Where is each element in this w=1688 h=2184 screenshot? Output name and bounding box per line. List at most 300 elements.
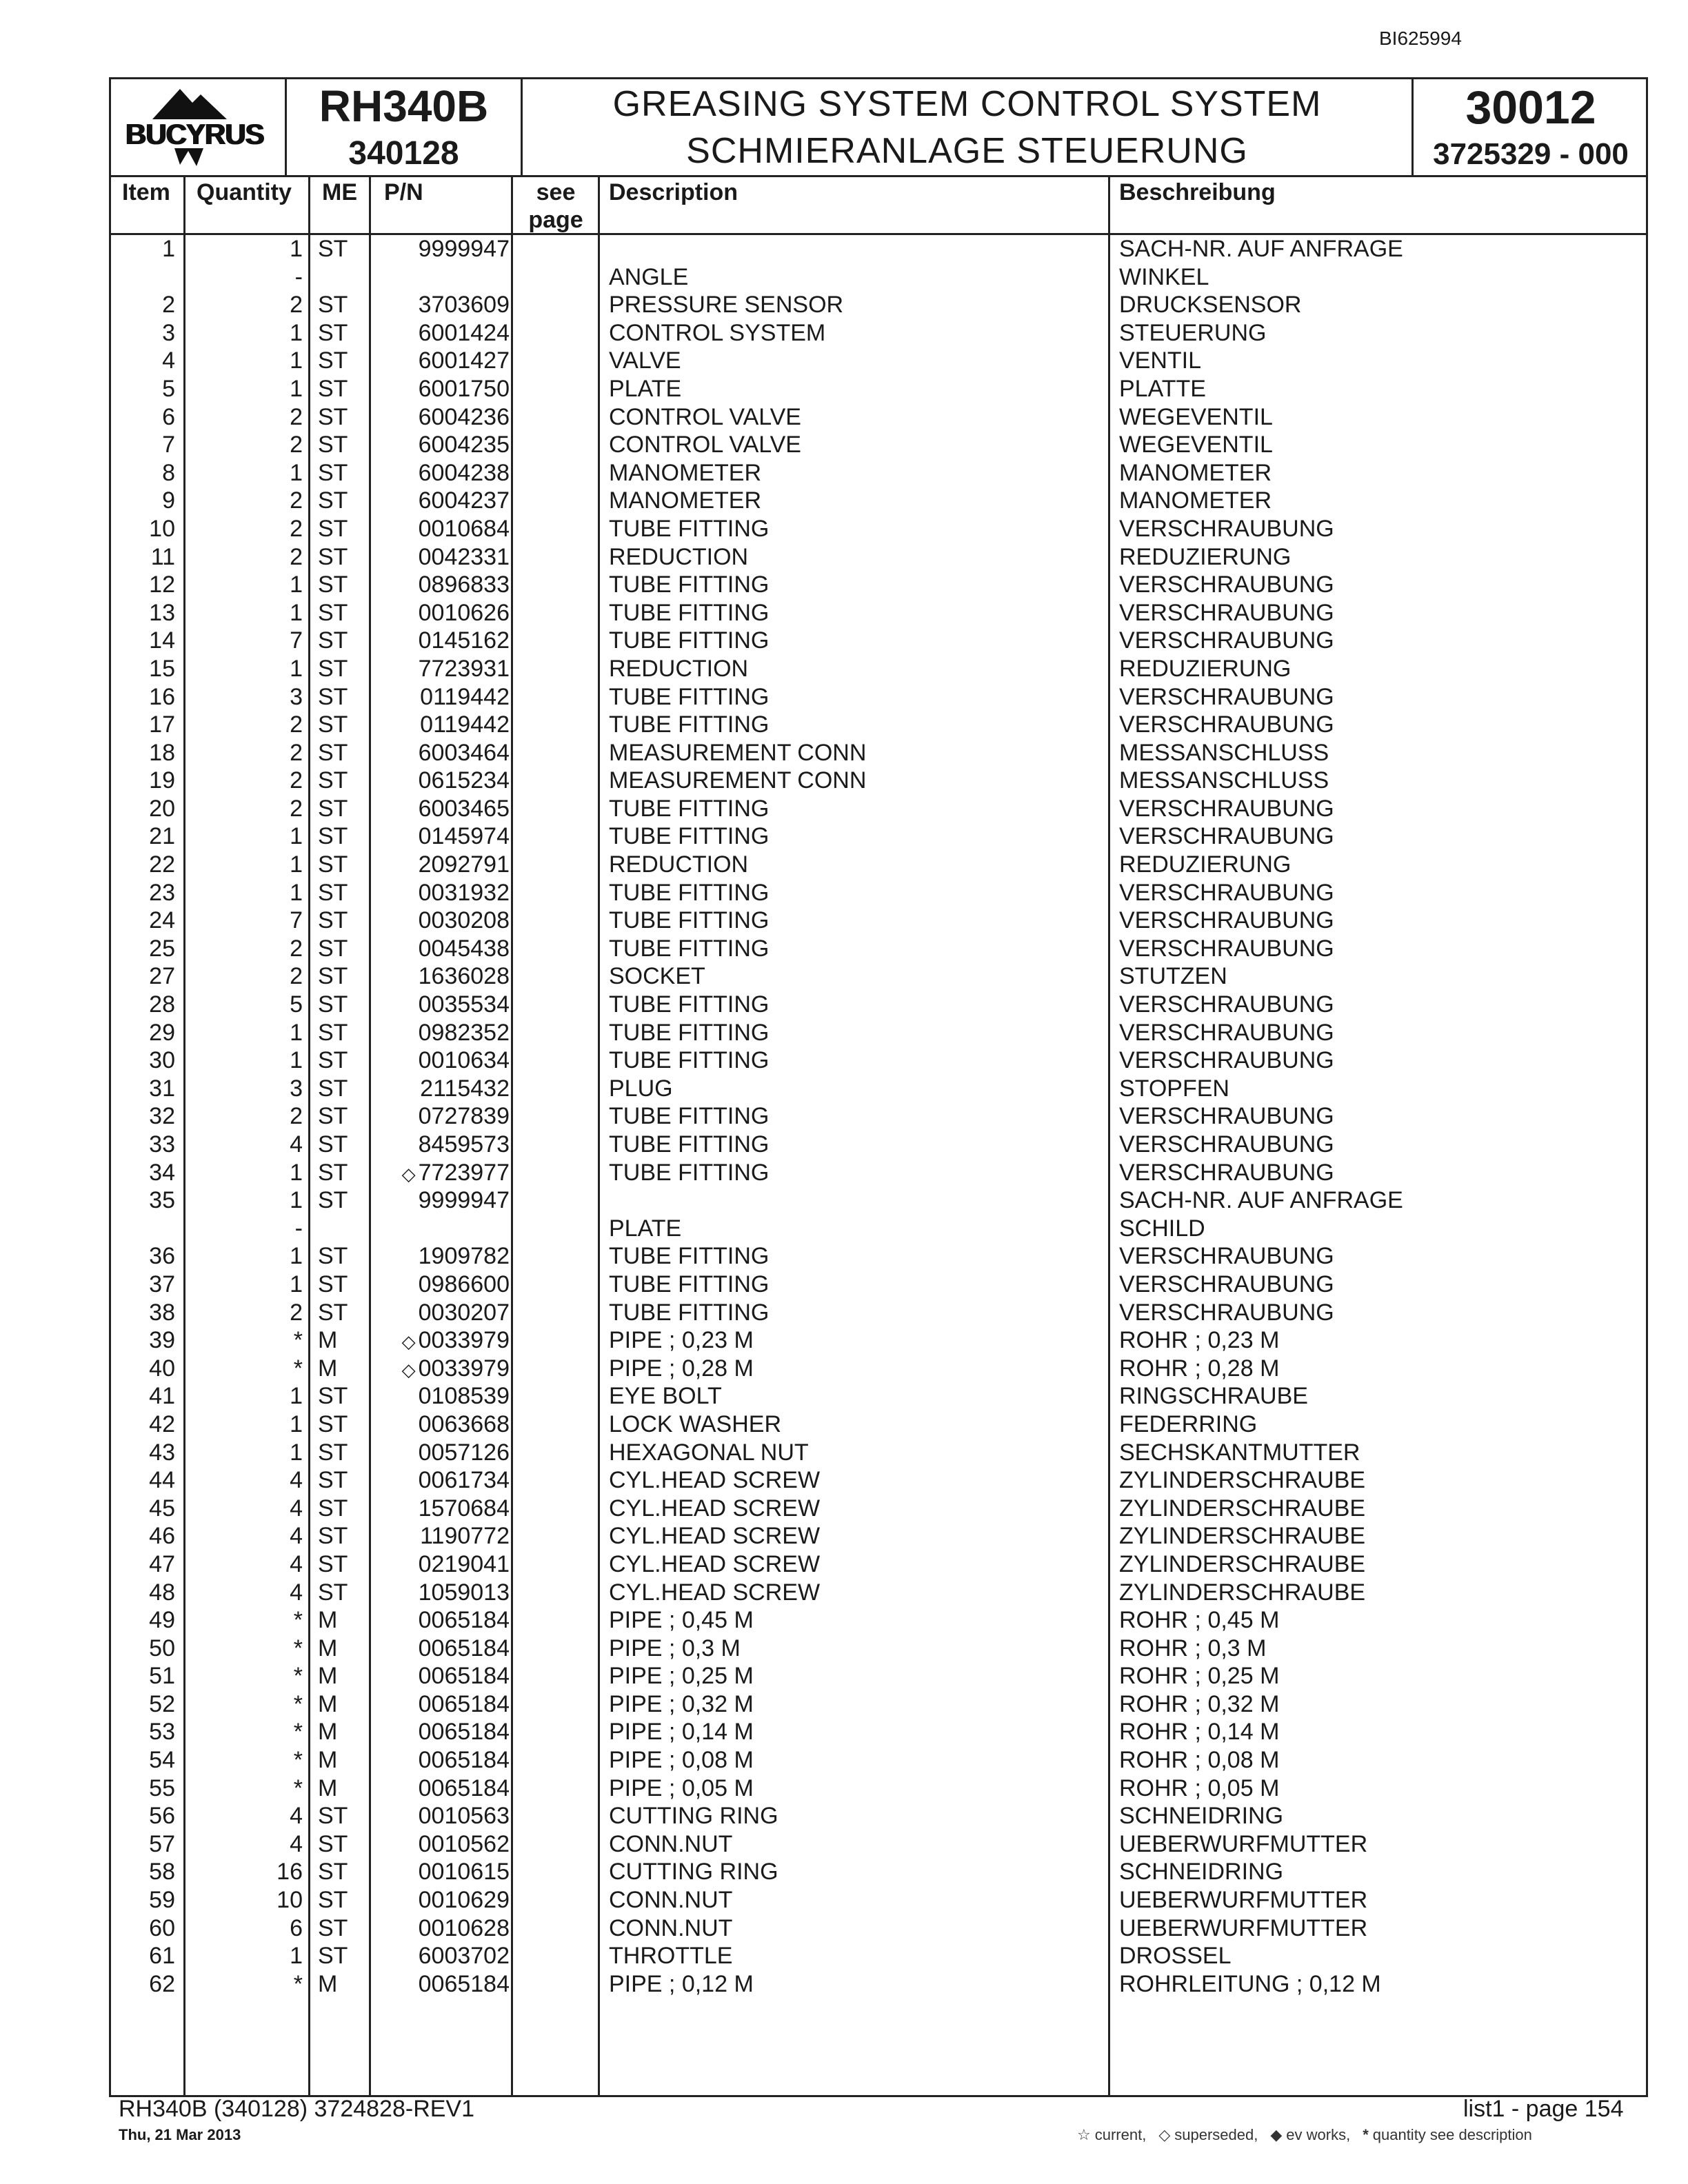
unit-of-measure: ST: [318, 515, 348, 542]
description-de: VERSCHRAUBUNG: [1119, 627, 1334, 654]
part-number: 6004237: [418, 487, 510, 514]
item-number: 6: [162, 403, 175, 430]
item-number: 9: [162, 487, 175, 514]
description-en: PRESSURE SENSOR: [609, 292, 844, 318]
unit-of-measure: ST: [318, 683, 348, 710]
quantity: 4: [290, 1467, 303, 1494]
unit-of-measure: ST: [318, 851, 348, 878]
description-de: ROHR ; 0,45 M: [1119, 1607, 1280, 1634]
description-en: TUBE FITTING: [609, 823, 770, 850]
table-row: [111, 1830, 1646, 1859]
table-row: [111, 375, 1646, 403]
description-de: VERSCHRAUBUNG: [1119, 823, 1334, 850]
part-number: 1059013: [418, 1579, 510, 1606]
unit-of-measure: ST: [318, 1159, 348, 1186]
unit-of-measure: ST: [318, 375, 348, 402]
description-en: CONTROL VALVE: [609, 432, 801, 458]
quantity: 4: [290, 1495, 303, 1521]
table-row: [111, 1522, 1646, 1550]
item-number: 52: [149, 1690, 175, 1717]
model-number: RH340B: [319, 81, 489, 131]
description-de: ROHRLEITUNG ; 0,12 M: [1119, 1970, 1381, 1997]
table-row: [111, 1299, 1646, 1327]
table-row: [111, 291, 1646, 319]
description-en: TUBE FITTING: [609, 879, 770, 906]
part-number: 0010628: [418, 1914, 510, 1941]
item-number: 18: [149, 739, 175, 766]
quantity: 4: [290, 1523, 303, 1550]
part-number: 0010634: [418, 1047, 510, 1074]
item-number: 42: [149, 1410, 175, 1437]
quantity: 1: [290, 599, 303, 626]
description-de: PLATTE: [1119, 375, 1206, 402]
description-de: VERSCHRAUBUNG: [1119, 879, 1334, 906]
table-row: [111, 1410, 1646, 1439]
item-number: 4: [162, 347, 175, 374]
quantity: 5: [290, 991, 303, 1018]
col-see-page: see page: [528, 179, 583, 233]
item-number: 23: [149, 879, 175, 906]
description-en: TUBE FITTING: [609, 935, 770, 962]
table-row: [111, 431, 1646, 459]
part-number: 0030207: [418, 1299, 510, 1326]
item-number: 40: [149, 1355, 175, 1382]
unit-of-measure: ST: [318, 907, 348, 934]
unit-of-measure: ST: [318, 1131, 348, 1157]
footer-document-reference: RH340B (340128) 3724828-REV1: [119, 2096, 475, 2122]
description-en: TUBE FITTING: [609, 683, 770, 710]
unit-of-measure: ST: [318, 963, 348, 990]
description-de: VENTIL: [1119, 347, 1202, 374]
quantity: 1: [290, 347, 303, 374]
quantity: -: [294, 263, 303, 290]
document-id: BI625994: [1379, 28, 1462, 49]
part-number: 1190772: [420, 1523, 510, 1550]
item-number: 12: [149, 572, 175, 598]
unit-of-measure: ST: [318, 1495, 348, 1521]
table-row: [111, 1606, 1646, 1635]
description-de: UEBERWURFMUTTER: [1119, 1830, 1368, 1857]
description-en: TUBE FITTING: [609, 907, 770, 934]
legend-symbol-icon: *: [1363, 2126, 1369, 2143]
item-number: 45: [149, 1495, 175, 1521]
item-number: 29: [149, 1019, 175, 1046]
unit-of-measure: ST: [318, 1887, 348, 1914]
description-en: TUBE FITTING: [609, 711, 770, 738]
description-en: TUBE FITTING: [609, 515, 770, 542]
legend-item: [1158, 2126, 1258, 2143]
table-row: [111, 1775, 1646, 1803]
table-row: [111, 319, 1646, 347]
part-number-text: 0033979: [418, 1355, 510, 1382]
unit-of-measure: ST: [318, 1830, 348, 1857]
quantity: 3: [290, 1075, 303, 1102]
item-number: 55: [149, 1775, 175, 1801]
unit-of-measure: ST: [318, 935, 348, 962]
description-de: VERSCHRAUBUNG: [1119, 1243, 1334, 1270]
description-de: WEGEVENTIL: [1119, 403, 1273, 430]
quantity: *: [293, 1635, 303, 1661]
part-number: 1570684: [418, 1495, 510, 1521]
description-de: WEGEVENTIL: [1119, 432, 1273, 458]
description-de: VERSCHRAUBUNG: [1119, 1103, 1334, 1130]
description-de: VERSCHRAUBUNG: [1119, 935, 1334, 962]
description-en: TUBE FITTING: [609, 991, 770, 1018]
description-de: VERSCHRAUBUNG: [1119, 599, 1334, 626]
part-number: 8459573: [418, 1131, 510, 1157]
description-en: CONN.NUT: [609, 1830, 733, 1857]
description-de: RINGSCHRAUBE: [1119, 1383, 1308, 1410]
item-number: 1: [162, 236, 175, 262]
quantity: 2: [290, 432, 303, 458]
item-number: 53: [149, 1719, 175, 1746]
table-row: [111, 1466, 1646, 1495]
item-number: 10: [149, 515, 175, 542]
part-number: 0219041: [418, 1550, 510, 1577]
quantity: 1: [290, 459, 303, 486]
footer-page-number: list1 - page 154: [1463, 2096, 1624, 2122]
part-number: 0065184: [418, 1690, 510, 1717]
quantity: 1: [290, 851, 303, 878]
description-en: CYL.HEAD SCREW: [609, 1523, 821, 1550]
description-de: STUTZEN: [1119, 963, 1227, 990]
table-row: [111, 1102, 1646, 1131]
description-en: CONN.NUT: [609, 1887, 733, 1914]
group-cell: [1411, 79, 1648, 175]
unit-of-measure: ST: [318, 1299, 348, 1326]
item-number: 59: [149, 1887, 175, 1914]
description-en: MANOMETER: [609, 459, 761, 486]
part-number: 0065184: [418, 1719, 510, 1746]
description-en: PIPE ; 0,3 M: [609, 1635, 741, 1661]
part-number: 2115432: [420, 1075, 510, 1102]
description-de: SCHILD: [1119, 1215, 1205, 1242]
description-de: ZYLINDERSCHRAUBE: [1119, 1467, 1366, 1494]
unit-of-measure: ST: [318, 1187, 348, 1214]
description-en: LOCK WASHER: [609, 1410, 782, 1437]
part-number: 6003465: [418, 795, 510, 822]
description-de: VERSCHRAUBUNG: [1119, 907, 1334, 934]
part-number: 0119442: [420, 683, 510, 710]
footer-date: Thu, 21 Mar 2013: [119, 2126, 241, 2143]
item-number: 21: [149, 823, 175, 850]
table-row: [111, 1495, 1646, 1523]
unit-of-measure: ST: [318, 1075, 348, 1102]
quantity: 1: [290, 1439, 303, 1466]
item-number: 50: [149, 1635, 175, 1661]
description-de: ROHR ; 0,25 M: [1119, 1663, 1280, 1690]
item-number: 11: [150, 543, 175, 570]
quantity: 4: [290, 1550, 303, 1577]
description-en: TUBE FITTING: [609, 627, 770, 654]
table-row: [111, 543, 1646, 572]
item-number: 47: [149, 1550, 175, 1577]
table-row: [111, 822, 1646, 851]
description-en: TUBE FITTING: [609, 1243, 770, 1270]
logo-text: BUCYRUS: [125, 118, 263, 150]
table-row: [111, 263, 1646, 292]
item-number: 48: [149, 1579, 175, 1606]
item-number: 44: [149, 1467, 175, 1494]
item-number: 56: [149, 1803, 175, 1830]
unit-of-measure: M: [318, 1355, 338, 1382]
description-de: FEDERRING: [1119, 1410, 1258, 1437]
legend-label: quantity see description: [1372, 2126, 1532, 2143]
item-number: 15: [149, 655, 175, 682]
unit-of-measure: M: [318, 1775, 338, 1801]
quantity: 2: [290, 543, 303, 570]
unit-of-measure: ST: [318, 1579, 348, 1606]
description-de: MESSANSCHLUSS: [1119, 767, 1329, 794]
legend-symbol-icon: ◆: [1270, 2126, 1283, 2143]
description-de: VERSCHRAUBUNG: [1119, 572, 1334, 598]
legend-item: [1363, 2126, 1532, 2143]
unit-of-measure: M: [318, 1719, 338, 1746]
description-de: ZYLINDERSCHRAUBE: [1119, 1523, 1366, 1550]
description-de: REDUZIERUNG: [1119, 543, 1292, 570]
unit-of-measure: ST: [318, 1943, 348, 1970]
col-quantity: Quantity: [197, 179, 292, 205]
parts-list-sheet: [109, 77, 1648, 2097]
item-number: 51: [149, 1663, 175, 1690]
col-item: Item: [122, 179, 170, 205]
description-en: PLATE: [609, 1215, 682, 1242]
item-number: 32: [149, 1103, 175, 1130]
unit-of-measure: M: [318, 1607, 338, 1634]
unit-of-measure: ST: [318, 1439, 348, 1466]
table-row: [111, 1690, 1646, 1719]
description-en: CYL.HEAD SCREW: [609, 1550, 821, 1577]
table-row: [111, 655, 1646, 683]
item-number: 41: [149, 1383, 175, 1410]
table-row: [111, 1550, 1646, 1579]
quantity: 2: [290, 487, 303, 514]
unit-of-measure: ST: [318, 1467, 348, 1494]
description-en: TUBE FITTING: [609, 795, 770, 822]
part-number: 0065184: [418, 1663, 510, 1690]
description-en: PIPE ; 0,45 M: [609, 1607, 754, 1634]
part-number: 6004236: [418, 403, 510, 430]
unit-of-measure: ST: [318, 319, 348, 346]
description-de: DRUCKSENSOR: [1119, 292, 1302, 318]
description-en: REDUCTION: [609, 543, 749, 570]
part-number: 0057126: [418, 1439, 510, 1466]
description-de: VERSCHRAUBUNG: [1119, 1271, 1334, 1297]
title-german: SCHMIERANLAGE STEUERUNG: [686, 131, 1248, 171]
item-number: 28: [149, 991, 175, 1018]
description-en: TUBE FITTING: [609, 1159, 770, 1186]
quantity: 1: [290, 1410, 303, 1437]
part-number: 0108539: [418, 1383, 510, 1410]
description-de: VERSCHRAUBUNG: [1119, 795, 1334, 822]
quantity: 1: [290, 823, 303, 850]
item-number: 54: [149, 1747, 175, 1774]
parts-table-body: [111, 235, 1646, 1998]
quantity: 1: [290, 1159, 303, 1186]
table-row: [111, 1215, 1646, 1243]
assembly-part-number: 3725329 - 000: [1433, 137, 1629, 171]
description-en: EYE BOLT: [609, 1383, 722, 1410]
group-number: 30012: [1465, 81, 1596, 134]
table-row: [111, 1635, 1646, 1663]
part-number: 0727839: [418, 1103, 510, 1130]
part-number: 6004238: [418, 459, 510, 486]
legend-symbol-icon: ☆: [1077, 2126, 1091, 2143]
quantity: *: [293, 1355, 303, 1382]
table-row: [111, 487, 1646, 515]
description-de: VERSCHRAUBUNG: [1119, 991, 1334, 1018]
part-number: 0010684: [418, 515, 510, 542]
part-number: 6001424: [418, 319, 510, 346]
model-cell: [285, 79, 521, 175]
unit-of-measure: ST: [318, 1019, 348, 1046]
description-de: REDUZIERUNG: [1119, 851, 1292, 878]
part-number: 0031932: [418, 879, 510, 906]
part-number: 0986600: [418, 1271, 510, 1297]
table-row: [111, 1326, 1646, 1355]
table-row: [111, 1271, 1646, 1299]
description-en: TUBE FITTING: [609, 1131, 770, 1157]
description-de: VERSCHRAUBUNG: [1119, 515, 1334, 542]
description-de: SCHNEIDRING: [1119, 1803, 1284, 1830]
table-row: [111, 403, 1646, 432]
item-number: 43: [149, 1439, 175, 1466]
quantity: 1: [290, 1047, 303, 1074]
description-de: ROHR ; 0,3 M: [1119, 1635, 1267, 1661]
symbol-legend: [1077, 2126, 1545, 2144]
description-en: CUTTING RING: [609, 1803, 778, 1830]
description-de: VERSCHRAUBUNG: [1119, 1019, 1334, 1046]
table-row: [111, 1662, 1646, 1690]
description-de: WINKEL: [1119, 263, 1209, 290]
unit-of-measure: ST: [318, 432, 348, 458]
quantity: 2: [290, 515, 303, 542]
description-en: PIPE ; 0,23 M: [609, 1327, 754, 1354]
unit-of-measure: ST: [318, 487, 348, 514]
superseded-icon: ◇: [401, 1163, 416, 1184]
table-row: [111, 571, 1646, 599]
description-en: HEXAGONAL NUT: [609, 1439, 809, 1466]
quantity: 2: [290, 403, 303, 430]
quantity: 1: [290, 319, 303, 346]
unit-of-measure: ST: [318, 1914, 348, 1941]
part-number: 2092791: [418, 851, 510, 878]
description-en: CONN.NUT: [609, 1914, 733, 1941]
part-number: 0982352: [418, 1019, 510, 1046]
item-number: 31: [149, 1075, 175, 1102]
unit-of-measure: ST: [318, 711, 348, 738]
description-en: TUBE FITTING: [609, 599, 770, 626]
unit-of-measure: ST: [318, 1523, 348, 1550]
unit-of-measure: ST: [318, 1103, 348, 1130]
item-number: 16: [149, 683, 175, 710]
part-number: 0065184: [418, 1747, 510, 1774]
title-english: GREASING SYSTEM CONTROL SYSTEM: [612, 84, 1322, 124]
unit-of-measure: ST: [318, 655, 348, 682]
superseded-icon: ◇: [401, 1359, 416, 1380]
table-row: [111, 795, 1646, 823]
description-en: THROTTLE: [609, 1943, 733, 1970]
table-row: [111, 1579, 1646, 1607]
unit-of-measure: ST: [318, 1047, 348, 1074]
unit-of-measure: ST: [318, 1410, 348, 1437]
quantity: 7: [290, 627, 303, 654]
table-row: [111, 1886, 1646, 1914]
item-number: 35: [149, 1187, 175, 1214]
part-number-text: 0033979: [418, 1327, 510, 1354]
description-de: ZYLINDERSCHRAUBE: [1119, 1550, 1366, 1577]
quantity: *: [293, 1970, 303, 1997]
description-en: SOCKET: [609, 963, 705, 990]
unit-of-measure: M: [318, 1970, 338, 1997]
unit-of-measure: ST: [318, 347, 348, 374]
legend-label: ev works,: [1286, 2126, 1351, 2143]
description-en: REDUCTION: [609, 851, 749, 878]
description-en: PIPE ; 0,12 M: [609, 1970, 754, 1997]
table-row: [111, 347, 1646, 375]
table-row: [111, 1914, 1646, 1943]
part-number: [402, 1326, 510, 1356]
item-number: 14: [149, 627, 175, 654]
table-row: [111, 1075, 1646, 1103]
table-row: [111, 1382, 1646, 1410]
item-number: 3: [162, 319, 175, 346]
item-number: 37: [149, 1271, 175, 1297]
description-de: VERSCHRAUBUNG: [1119, 1047, 1334, 1074]
table-row: [111, 1131, 1646, 1159]
unit-of-measure: ST: [318, 795, 348, 822]
part-number: 1636028: [418, 963, 510, 990]
part-number: 1909782: [418, 1243, 510, 1270]
item-number: 5: [162, 375, 175, 402]
quantity: *: [293, 1690, 303, 1717]
quantity: *: [293, 1719, 303, 1746]
description-en: TUBE FITTING: [609, 1103, 770, 1130]
table-row: [111, 1746, 1646, 1775]
quantity: 2: [290, 963, 303, 990]
description-en: CUTTING RING: [609, 1859, 778, 1885]
item-number: 38: [149, 1299, 175, 1326]
item-number: 13: [149, 599, 175, 626]
table-row: [111, 235, 1646, 263]
col-description: Description: [609, 179, 738, 205]
item-number: 33: [149, 1131, 175, 1157]
part-number: 0896833: [418, 572, 510, 598]
quantity: 1: [290, 1243, 303, 1270]
table-row: [111, 879, 1646, 907]
item-number: 24: [149, 907, 175, 934]
description-de: ROHR ; 0,32 M: [1119, 1690, 1280, 1717]
logo-cell: [111, 79, 285, 175]
description-de: MANOMETER: [1119, 487, 1272, 514]
description-de: SACH-NR. AUF ANFRAGE: [1119, 1187, 1403, 1214]
unit-of-measure: ST: [318, 459, 348, 486]
part-number: 9999947: [418, 1187, 510, 1214]
quantity: 1: [290, 572, 303, 598]
quantity: 1: [290, 1271, 303, 1297]
column-header-row: [111, 177, 1646, 235]
description-en: MANOMETER: [609, 487, 761, 514]
quantity: 1: [290, 879, 303, 906]
quantity: *: [293, 1327, 303, 1354]
unit-of-measure: M: [318, 1635, 338, 1661]
description-de: MANOMETER: [1119, 459, 1272, 486]
table-row: [111, 1159, 1646, 1187]
quantity: 2: [290, 1299, 303, 1326]
item-number: 34: [149, 1159, 175, 1186]
description-en: CYL.HEAD SCREW: [609, 1467, 821, 1494]
quantity: 6: [290, 1914, 303, 1941]
